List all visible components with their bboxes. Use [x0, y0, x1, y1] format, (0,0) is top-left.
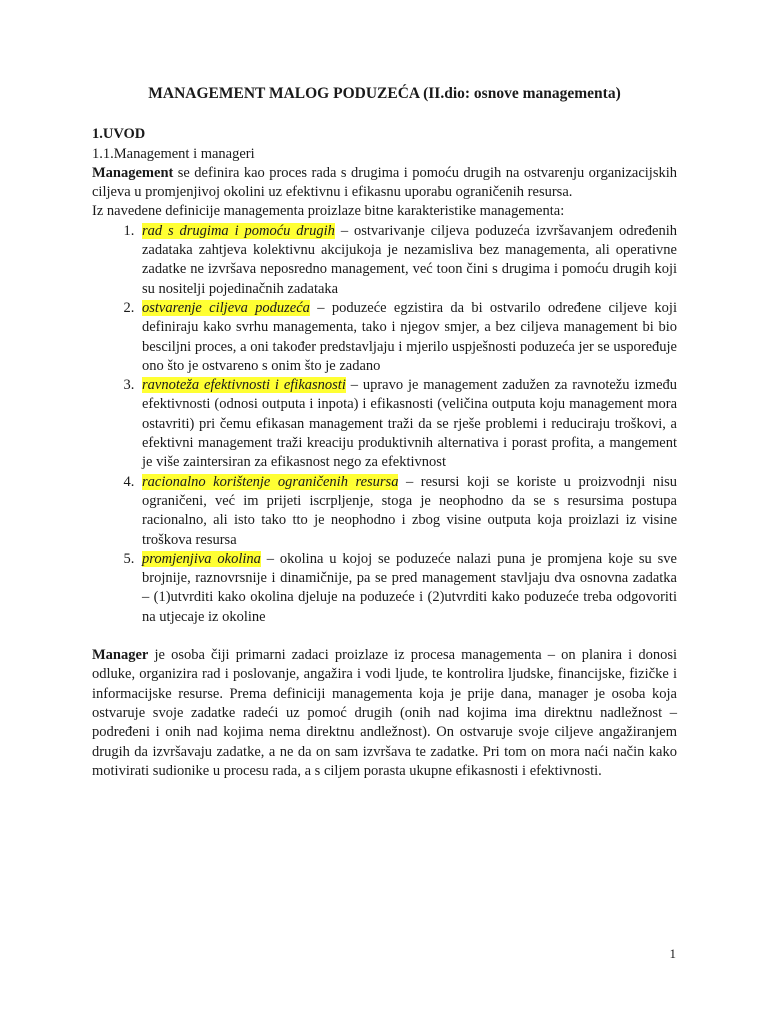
term-management: Management [92, 164, 174, 181]
page-number: 1 [669, 946, 676, 961]
document-title: MANAGEMENT MALOG PODUZEĆA (II.dio: osnove managementa) [148, 85, 621, 102]
paragraph-management-definition [92, 164, 677, 203]
paragraph-text: je osoba čiji primarni zadaci proizlaze iz procesa managementa – on planira i donosi odluke, organizira rad i poslovanje, angažira i vodi ljude, te kontrolira ljudske, financijske, fizičke i informacijske resurse. Prema definiciji managementa koja je prije dana, manager je osoba koja ostvaruje svoje zadatke radeći uz pomoć drugih (onih nad kojima ima direktnu nadležnost – podređeni i onih nad kojima nema direktnu andležnost). On ostvaruje svoje ciljeve angažiranjem drugih da izvršavaju zadatke, a ne da on sam izvršava te zadatke. Pri tom on mora naći način kako motivirati sudionike u procesu rada, a s ciljem porasta ukupne efikasnosti i efektivnosti. [92, 647, 677, 779]
list-item [138, 550, 677, 627]
paragraph-characteristics-intro: Iz navedene definicije managementa proizlaze bitne karakteristike managementa: [92, 203, 565, 220]
paragraph-text: se definira kao proces rada s drugima i pomoću drugih na ostvarenju organizacijskih ciljeva u promjenjivoj okolini uz efektivnu i efikasnu uporabu ograničenih resursa. [92, 164, 677, 201]
list-item-text: – okolina u kojoj se poduzeće nalazi puna je promjena koje su sve brojnije, raznovrsnije i dinamičnije, pa se pred management stavljaju dva osnovna zadatka – (1)utvrditi kako okolina djeluje na poduzeće i (2)utvrditi kako poduzeće treba odgovoriti na utjecaje iz okoline [142, 550, 677, 625]
list-item [138, 376, 677, 472]
list-item [138, 473, 677, 550]
section-heading: 1.UVOD [92, 126, 146, 143]
highlighted-term: racionalno korištenje ograničenih resursa [142, 473, 399, 490]
term-manager: Manager [92, 647, 149, 664]
document-body [92, 84, 677, 781]
paragraph-spacer [92, 627, 677, 646]
highlighted-term: promjenjiva okolina [142, 550, 261, 567]
list-item-text: – upravo je management zadužen za ravnotežu između efektivnosti (odnosi outputa i inpota) i efikasnosti (veličina outputa koju management mora ostavriti) pri čemu efikasan management traži da se rješe problemi i reduciraju troškovi, a efektivni management traži kreaciju produktivnih alternativa i porast profita, a mangement je više zaintersiran za efikasnost nego za efektivnost [142, 377, 678, 471]
highlighted-term: ravnoteža efektivnosti i efikasnosti [142, 377, 346, 394]
subsection-heading: 1.1.Management i manageri [92, 145, 255, 162]
list-item [138, 299, 677, 376]
highlighted-term: rad s drugima i pomoću drugih [142, 222, 335, 239]
list-item-text: – resursi koji se koriste u proizvodnji nisu ograničeni, već im prijeti iscrpljenje, stoga je neophodno da se s resursima postupa racionalno, ali isto tako tto je neophodno i zbog visine outputa koja proizlazi iz visine troškova resursa [142, 473, 677, 548]
list-item-text: – ostvarivanje ciljeva poduzeća izvršavanjem određenih zadataka zahtjeva kolektivnu akcijukoja je nezamisliva bez managementa, ali operativne zadatke ne izvršava neposredno management, već toon čini s drugima i pomoću drugih koji su nositelji pojedinačnih zadataka [142, 222, 677, 297]
paragraph-manager-definition [92, 646, 677, 781]
highlighted-term: ostvarenje ciljeva poduzeća [142, 299, 310, 316]
characteristics-list [92, 222, 677, 627]
list-item [138, 222, 677, 299]
list-item-text: – poduzeće egzistira da bi ostvarilo određene ciljeve koji definiraju kako svrhu managementa, tako i njegov smjer, a bez ciljeva management bi bio besciljni proces, a oni također predstavljaju i mjerilo uspješnosti poduzeća jer se uspoređuje ono što je ostvareno s onim što je zadano [142, 299, 677, 374]
